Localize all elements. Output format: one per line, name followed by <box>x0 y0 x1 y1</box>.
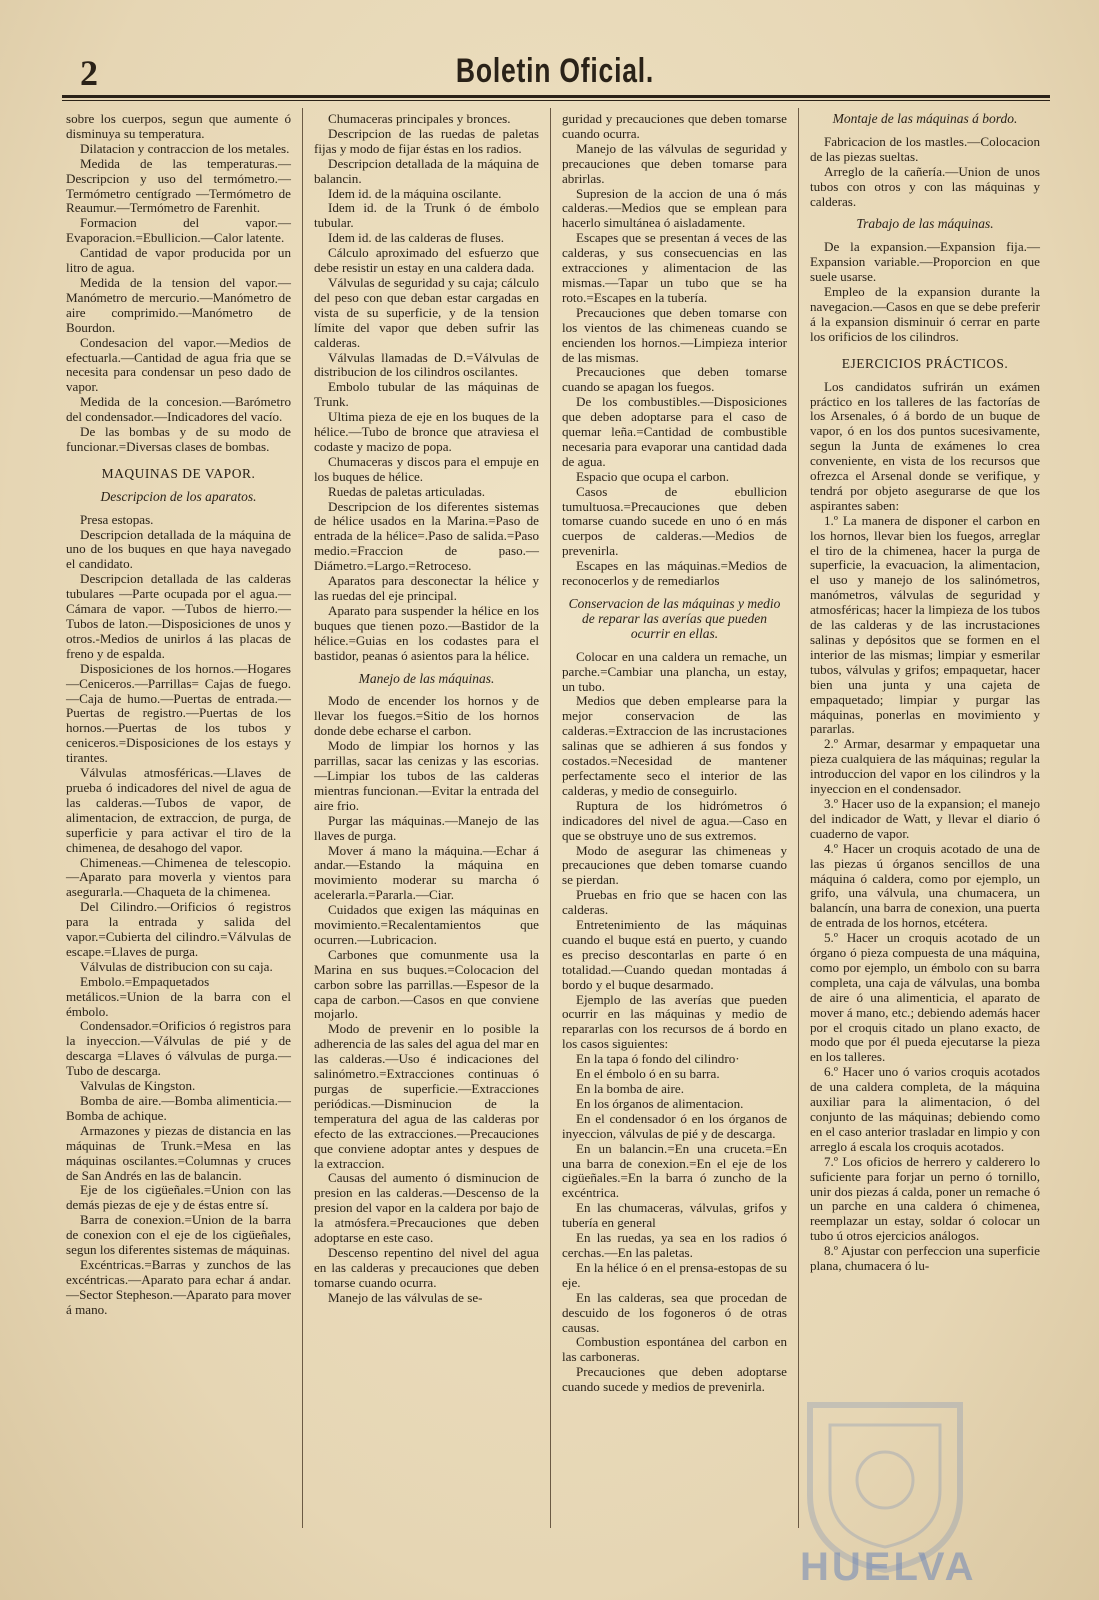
paragraph: 1.º La manera de disponer el carbon en los hornos, llevar bien los fuegos, arreglar el tiro de la chimenea, hacer la purga de superficie, la evacuacion, la alimentacion, el uso y manejo de los salinómetros, manómetros, válvulas de seguridad y atmosféricas; hacer la limpieza de los tubos de las calderas y de las incrustaciones salinas y depósitos que se formen en el interior de las mismas; limpiar y esmerilar tubos, válvulas y grifos; empaquetar, hacer bien una junta y una cajeta de empaquetado; limpiar y purgar las máquinas, ponerlas en movimiento y pararlas. <box>810 512 1040 737</box>
text-column-1 <box>66 112 291 1318</box>
paragraph: Embolo tubular de las máquinas de Trunk. <box>314 379 539 410</box>
paragraph: Escapes en las máquinas.=Medios de reconocerlos y de remediarlos <box>562 558 787 589</box>
paragraph: Manejo de las válvulas de seguridad y precauciones que deben tomarse para abrirlas. <box>562 140 787 186</box>
paragraph: De los combustibles.—Disposiciones que deben adoptarse para el caso de quemar leña.=Cantidad de combustible necesaria para evaporar una cantidad dada de agua. <box>562 394 787 469</box>
paragraph: Modo de prevenir en lo posible la adherencia de las sales del agua del mar en las calderas.—Uso é indicaciones del salinómetro.=Extracciones continuas ó purgas de superficie.—Extracciones periódicas.—Disminucion de la temperatura del agua de las calderas por efecto de las extracciones.—Precauciones que conviene adoptar antes y despues de la extraccion. <box>314 1021 539 1171</box>
paragraph: Supresion de la accion de una ó más calderas.—Medios que se emplean para hacerlo simultánea ó aisladamente. <box>562 185 787 231</box>
paragraph: Precauciones que deben adoptarse cuando sucede y medios de prevenirla. <box>562 1364 787 1395</box>
paragraph: En el condensador ó en los órganos de inyeccion, válvulas de pié y de descarga. <box>562 1110 787 1141</box>
watermark-text: HUELVA <box>800 1545 977 1589</box>
paragraph: Válvulas de distribucion con su caja. <box>80 958 273 974</box>
paragraph: 6.º Hacer uno ó varios croquis acotados de una caldera completa, de la máquina auxiliar para la alimentacion, ó del conjunto de las máquinas; debiendo como en el caso anterior trasladar en limpio y con arreglo á escala los croquis acotados. <box>810 1064 1040 1154</box>
paragraph: Los candidatos sufrirán un exámen práctico en los talleres de las factorías de los Arsenales, ó á bordo de un buque de vapor, ó en los dos puntos sucesivamente, segun la Junta de exámenes lo crea conveniente, en vista de los recursos que ofrezca el Arsenal donde se verifique, y tendrá por objeto asegurarse de que los aspirantes saben: <box>810 378 1040 513</box>
paragraph: Válvulas atmosféricas.—Llaves de prueba ó indicadores del nivel de agua de las calderas.—Tubos de vapor, de alimentacion, de extraccion, de purga, de superficie y para activar el tiro de la chimenea, de desahogo del vapor. <box>66 765 291 855</box>
paragraph: Válvulas de seguridad y su caja; cálculo del peso con que deban estar cargadas en vista de su superficie, y de la tension límite del vapor que deben sufrir las calderas. <box>314 274 539 350</box>
paragraph: Bomba de aire.—Bomba alimenticia.—Bomba de achique. <box>66 1093 291 1123</box>
paragraph: Embolo.=Empaquetados metálicos.=Union de la barra con el émbolo. <box>66 973 291 1019</box>
section-heading: EJERCICIOS PRÁCTICOS. <box>841 355 1009 371</box>
section-heading: MAQUINAS DE VAPOR. <box>101 465 256 481</box>
paragraph: 2.º Armar, desarmar y empaquetar una pieza cualquiera de las máquinas; regular la introduccion del vapor en los cilindros y la inyeccion en el condensador. <box>810 736 1040 797</box>
header-rule-thin <box>62 100 1050 101</box>
column-rule <box>550 108 551 1528</box>
paragraph: Descenso repentino del nivel del agua en las calderas y precauciones que deben tomarse cuando ocurra. <box>314 1244 539 1290</box>
paragraph: Chumaceras y discos para el empuje en los buques de hélice. <box>314 453 539 484</box>
paragraph: En la tapa ó fondo del cilindro· <box>576 1051 740 1067</box>
paragraph: Idem id. de la Trunk ó de émbolo tubular. <box>314 200 539 231</box>
paragraph: Barra de conexion.=Union de la barra de conexion con el eje de los cigüeñales, segun los diferentes sistemas de máquinas. <box>66 1212 291 1258</box>
paragraph: En las ruedas, ya sea en los radios ó cerchas.—En las paletas. <box>562 1230 787 1260</box>
paragraph: sobre los cuerpos, segun que aumente ó disminuya su temperatura. <box>66 111 291 141</box>
paragraph: Purgar las máquinas.—Manejo de las llaves de purga. <box>314 812 539 843</box>
paragraph: De la expansion.—Expansion fija.—Expansion variable.—Proporcion en que suele usarse. <box>810 239 1040 285</box>
text-column-3 <box>562 112 787 1395</box>
paragraph: Descripcion de los diferentes sistemas de hélice usados en la Marina.=Paso de entrada de la hélice=.Paso de salida.=Paso medio.=Fraccion de paso.—Diámetro.=Largo.=Retroceso. <box>314 498 539 574</box>
paragraph: Chumaceras principales y bronces. <box>328 111 511 126</box>
paragraph: Medida de la tension del vapor.—Manómetro de mercurio.—Manómetro de aire comprimido.—Manómetro de Bourdon. <box>66 274 291 335</box>
paragraph: En un balancin.=En una cruceta.=En una barra de conexion.=En el eje de los cigüeñales.=En la barra ó zuncho de la excéntrica. <box>562 1140 787 1201</box>
paragraph: Chimeneas.—Chimenea de telescopio.—Aparato para moverla y vientos para asegurarla.—Chaqueta de la chimenea. <box>66 854 291 900</box>
paragraph: Descripcion de las ruedas de paletas fijas y modo de fijar éstas en los radios. <box>314 125 539 156</box>
paragraph: Pruebas en frio que se hacen con las calderas. <box>562 887 787 918</box>
paragraph: Precauciones que deben tomarse con los vientos de las chimeneas cuando se encienden los hornos.—Limpieza interior de las mismas. <box>562 304 787 365</box>
paragraph: Idem id. de la máquina oscilante. <box>328 185 502 201</box>
paragraph: Formacion del vapor.—Evaporacion.=Ebullicion.—Calor latente. <box>66 215 291 246</box>
paragraph: guridad y precauciones que deben tomarse cuando ocurra. <box>562 111 787 141</box>
paragraph: En las chumaceras, válvulas, grifos y tubería en general <box>562 1200 787 1231</box>
paragraph: Válvulas llamadas de D.=Válvulas de distribucion de los cilindros oscilantes. <box>314 349 539 380</box>
paragraph: En la hélice ó en el prensa-estopas de su eje. <box>562 1259 787 1290</box>
paragraph: Del Cilindro.—Orificios ó registros para la entrada y salida del vapor.=Cubierta del cilindro.=Válvulas de escape.=Llaves de purga. <box>66 899 291 959</box>
paragraph: Valvulas de Kingston. <box>80 1078 196 1094</box>
paragraph: Modo de limpiar los hornos y las parrillas, sacar las cenizas y las escorias.—Limpiar los tubos de las calderas mientras funcionan.—Evitar la entrada del aire frio. <box>314 738 539 813</box>
paragraph: En los órganos de alimentacion. <box>576 1095 744 1111</box>
paragraph: Dilatacion y contraccion de los metales. <box>80 140 290 156</box>
page-number: 2 <box>80 53 98 93</box>
paragraph: Combustion espontánea del carbon en las carboneras. <box>562 1334 787 1365</box>
paragraph: Causas del aumento ó disminucion de presion en las calderas.—Descenso de la presion del vapor en la caldera por bajo de la atmósfera.=Precauciones que deben adoptarse en este caso. <box>314 1170 539 1246</box>
column-rule <box>302 108 303 1528</box>
paragraph: Colocar en una caldera un remache, un parche.=Cambiar una plancha, un estay, un tubo. <box>562 648 787 694</box>
text-column-4 <box>810 112 1040 1274</box>
paragraph: Arreglo de la cañería.—Union de unos tubos con otros y con las máquinas y calderas. <box>810 163 1040 209</box>
paragraph: Condensador.=Orificios ó registros para la inyeccion.—Válvulas de pié y de descarga =Llaves ó válvulas de purga.—Tubo de descarga. <box>66 1018 291 1079</box>
paragraph: Modo de encender los hornos y de llevar los fuegos.=Sitio de los hornos donde debe echarse el carbon. <box>314 693 539 739</box>
paragraph: Precauciones que deben tomarse cuando se apagan los fuegos. <box>562 364 787 395</box>
paragraph: Aparatos para desconectar la hélice y las ruedas del eje principal. <box>314 573 539 603</box>
text-column-2 <box>314 112 539 1306</box>
paragraph: Modo de asegurar las chimeneas y precauciones que deben tomarse cuando se pierdan. <box>562 842 787 888</box>
paragraph: Casos de ebullicion tumultuosa.=Precauciones que deben tomarse cuando sucede en uno ó en más cuerpos de calderas.—Medios de prevenirla. <box>562 483 787 559</box>
paragraph: Descripcion detallada de la máquina de uno de los buques en que haya navegado el candidato. <box>66 526 291 572</box>
subsection-heading: Montaje de las máquinas á bordo. <box>832 111 1018 126</box>
paragraph: Manejo de las válvulas de se- <box>328 1289 483 1305</box>
subsection-heading: Manejo de las máquinas. <box>358 670 495 686</box>
paragraph: Fabricacion de los mastles.—Colocacion de las piezas sueltas. <box>810 133 1040 164</box>
paragraph: 4.º Hacer un croquis acotado de una de las piezas ú órganos sencillos de una máquina ó caldera, como por ejemplo, un grifo, una válvula, una chumacera, un balancín, una barra de conexion, una puerta de entrada de los hornos, etcétera. <box>810 840 1040 931</box>
paragraph: Condesacion del vapor.—Medios de efectuarla.—Cantidad de agua fria que se necesita para condensar un peso dado de vapor. <box>66 334 291 395</box>
paragraph: 3.º Hacer uso de la expansion; el manejo del indicador de Watt, y llevar el diario ó cuaderno de vapor. <box>810 795 1040 841</box>
paragraph: Ruedas de paletas articuladas. <box>328 483 486 499</box>
paragraph: En el émbolo ó en su barra. <box>576 1066 720 1082</box>
paragraph: Entretenimiento de las máquinas cuando el buque está en puerto, y cuando es preciso descontarlas en parte ó en totalidad.—Cuando quedan montadas á bordo y el buque desarmado. <box>562 917 787 992</box>
paragraph: Empleo de la expansion durante la navegacion.—Casos en que se debe preferir á la expansion disminuir ó cerrar en parte los orificios de los cilindros. <box>810 284 1040 344</box>
column-rule <box>798 108 799 1528</box>
paragraph: Ejemplo de las averías que pueden ocurrir en las máquinas y medio de repararlas con los recursos de á bordo en los casos siguientes: <box>562 991 787 1052</box>
masthead-title: Boletin Oficial. <box>455 52 655 90</box>
header-rule <box>62 95 1050 98</box>
paragraph: Escapes que se presentan á veces de las calderas, y sus consecuencias en las extracciones y alimentacion de las mismas.—Tapar un tubo que se ha roto.=Escapes en la tubería. <box>562 230 787 305</box>
paragraph: Idem id. de las calderas de fluses. <box>328 230 504 246</box>
paragraph: Cálculo aproximado del esfuerzo que debe resistir un estay en una caldera dada. <box>314 245 539 276</box>
paragraph: Medida de la concesion.—Barómetro del condensador.—Indicadores del vacío. <box>66 394 291 425</box>
paragraph: En las calderas, sea que procedan de descuido de los fogoneros ó de otras causas. <box>562 1289 787 1335</box>
paragraph: Disposiciones de los hornos.—Hogares —Ceniceros.—Parrillas= Cajas de fuego.—Caja de humo.—Puertas de entrada.—Puertas de registro.—Puertas de los hornos.—Puertas de los tubos y ceniceros.=Disposiciones de los estays y tirantes. <box>66 660 291 766</box>
paragraph: Armazones y piezas de distancia en las máquinas de Trunk.=Mesa en las máquinas oscilantes.=Columnas y cruces de San Andrés en las de balancin. <box>66 1122 291 1183</box>
subsection-heading: Descripcion de los aparatos. <box>100 488 257 504</box>
page-header <box>60 52 1050 94</box>
paragraph: 7.º Los oficios de herrero y calderero lo suficiente para forjar un perno ó tornillo, unir dos piezas á calda, poner un remache ó un parche en una caldera ó chimenea, reemplazar un estay, soldar ó colocar un tubo ú otros ejercicios análogos. <box>810 1153 1040 1244</box>
paragraph: 5.º Hacer un croquis acotado de un órgano ó pieza compuesta de una máquina, como por ejemplo, un émbolo con su barra completa, una caja de válvulas, una bomba de aire ó una alimenticia, el aparato de mover á mano, etc.; debiendo además hacer por el croquis citado un plano exacto, de modo que por él pueda ejecutarse la pieza en los talleres. <box>810 930 1040 1065</box>
paragraph: Medios que deben emplearse para la mejor conservacion de las calderas.=Extraccion de las incrustaciones salinas que se adhieren á sus fondos y costados.=Necesidad de mantener perfectamente seco el interior de las calderas, y medio de conseguirlo. <box>562 693 787 798</box>
paragraph: Aparato para suspender la hélice en los buques que tienen pozo.—Bastidor de la hélice.=Guias en los codastes para el bastidor, peanas ó asientos para la hélice. <box>314 602 539 663</box>
paragraph: Cantidad de vapor producida por un litro de agua. <box>66 245 291 276</box>
paragraph: En la bomba de aire. <box>576 1081 684 1096</box>
paragraph: Cuidados que exigen las máquinas en movimiento.=Recalentamientos que ocurren.—Lubricacion. <box>314 902 539 947</box>
paragraph: Medida de las temperaturas.—Descripcion y uso del termómetro.—Termómetro centígrado —Termómetro de Reaumur.—Termómetro de Farenhit. <box>66 155 291 216</box>
paragraph: Excéntricas.=Barras y zunchos de las excéntricas.—Aparato para echar á andar.—Sector Stepheson.—Aparato para mover á mano. <box>66 1256 291 1317</box>
paragraph: 8.º Ajustar con perfeccion una superficie plana, chumacera ó lu- <box>810 1243 1040 1274</box>
paragraph: Presa estopas. <box>80 511 154 527</box>
subsection-heading: Trabajo de las máquinas. <box>856 216 994 232</box>
subsection-heading: Conservacion de las máquinas y medio de reparar las averías que pueden ocurrir en ellas. <box>568 596 781 641</box>
paragraph: Espacio que ocupa el carbon. <box>576 468 730 484</box>
paragraph: Ruptura de los hidrómetros ó indicadores del nivel de agua.—Caso en que se obstruye uno de sus extremos. <box>562 797 787 843</box>
paragraph: Eje de los cigüeñales.=Union con las demás piezas de eje y de éstas entre sí. <box>66 1182 291 1213</box>
paragraph: Descripcion detallada de las calderas tubulares —Parte ocupada por el agua.—Cámara de vapor. —Tubos de hierro.—Tubos de laton.—Disposiciones de unos y otros.-Medios de unirlos á las placas de freno y de espalda. <box>66 571 291 661</box>
paragraph: Mover á mano la máquina.—Echar á andar.—Estando la máquina en movimiento moderar su marcha ó acelerarla.=Pararla.—Ciar. <box>314 842 539 903</box>
paragraph: Carbones que comunmente usa la Marina en sus buques.=Colocacion del carbon sobre las parrillas.—Espesor de la capa de carbon.—Casos en que conviene mojarlo. <box>314 946 539 1022</box>
paragraph: Ultima pieza de eje en los buques de la hélice.—Tubo de bronce que atraviesa el codaste y macizo de popa. <box>314 409 539 454</box>
paragraph: Descripcion detallada de la máquina de balancin. <box>314 155 539 186</box>
paragraph: De las bombas y de su modo de funcionar.=Diversas clases de bombas. <box>66 424 291 454</box>
